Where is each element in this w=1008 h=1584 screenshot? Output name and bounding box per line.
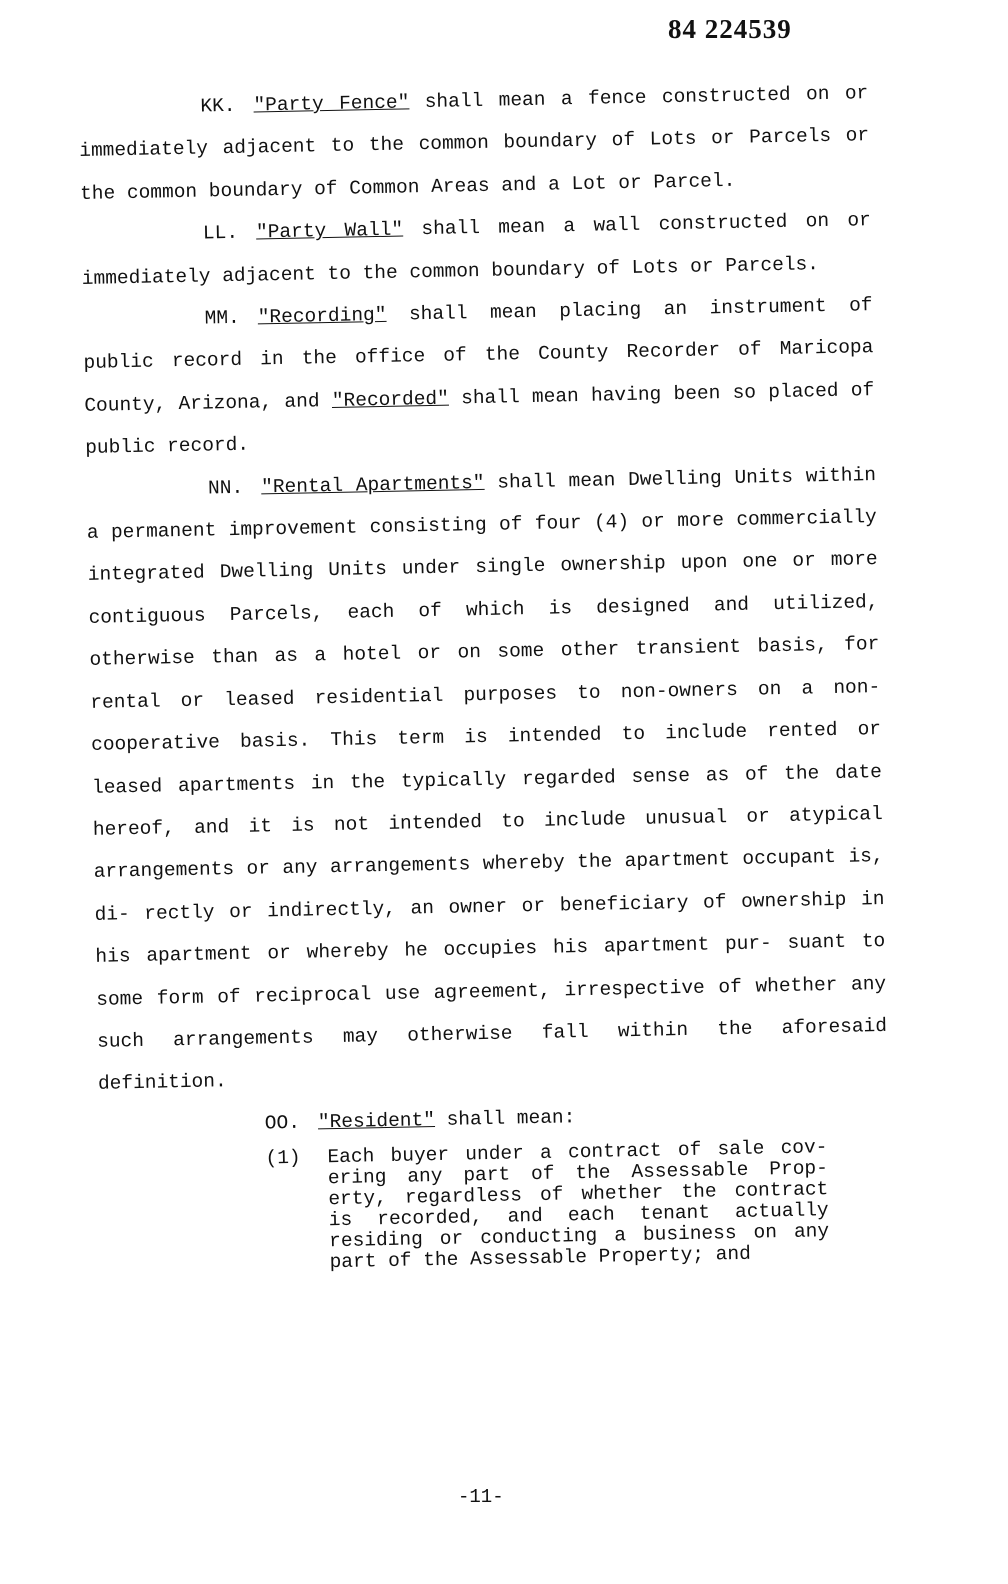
definition-label: NN. [207,476,244,500]
defined-term-secondary: "Recorded" [331,387,450,412]
definitions-body [78,72,892,1278]
definition-label: MM. [204,306,240,330]
definition-text: shall mean placing an instrument of public record in the office of the County Recorder of Maricopa County, Arizona, and [83,294,874,417]
defined-term: "Party Fence" [253,91,410,117]
definition-ll [81,199,873,300]
definition-kk [78,72,870,215]
definition-text-continued: shall mean having been so placed of public record. [85,378,875,460]
subitem-number: (1) [265,1146,301,1170]
definition-mm [82,284,875,469]
definition-nn [86,454,889,1106]
defined-term: "Resident" [317,1108,436,1134]
defined-term: "Recording" [257,303,387,329]
definition-text: shall mean Dwelling Units within a permanent improvement consisting of four (4) or more commercially integrated Dwelling Units under single ownership upon one or more contiguous Parcels, each of which is designed and utilized, otherwise than as a hotel or on some other transient basis, for rental or leased residential purposes to non-owners on a non-cooperative basis. This term is intended to include rented or leased apartments in the typically regarded sense as of the date hereof, and it is not intended to include unusual or atypical arrangements or any arrangements whereby the apartment occupant is, di- rectly or indirectly, an owner or beneficiary of ownership in his apartment or whereby he occupies his apartment pur- suant to some form of reciprocal use agreement, irrespective of whether any such arrangements may otherwise fall within the aforesaid definition. [86,463,888,1096]
subitem-1 [265,1136,891,1274]
definition-text: shall mean: [446,1105,576,1131]
definition-label: OO. [264,1111,301,1135]
page-number: -11- [458,1486,504,1508]
defined-term: "Rental Apartments" [260,471,485,499]
definition-label: LL. [202,222,239,245]
document-number: 84 224539 [668,14,792,44]
definition-label: KK. [200,94,236,118]
defined-term: "Party Wall" [255,218,404,244]
subitem-text: Each buyer under a contract of sale cov- ering any part of the Assessable Prop- erty, regardless of whether the contract is recorded, and each tenant actually residing or conducting a business on any part of the Assessable Property; and [327,1136,830,1274]
definition-text: shall mean a wall constructed on or immediately adjacent to the common boundary of Lots or Parcels. [81,209,872,290]
definition-text: shall mean a fence constructed on or immediately adjacent to the common boundary of Lots or Parcels or the common boundary of Common Areas and a Lot or Parcel. [79,82,870,205]
